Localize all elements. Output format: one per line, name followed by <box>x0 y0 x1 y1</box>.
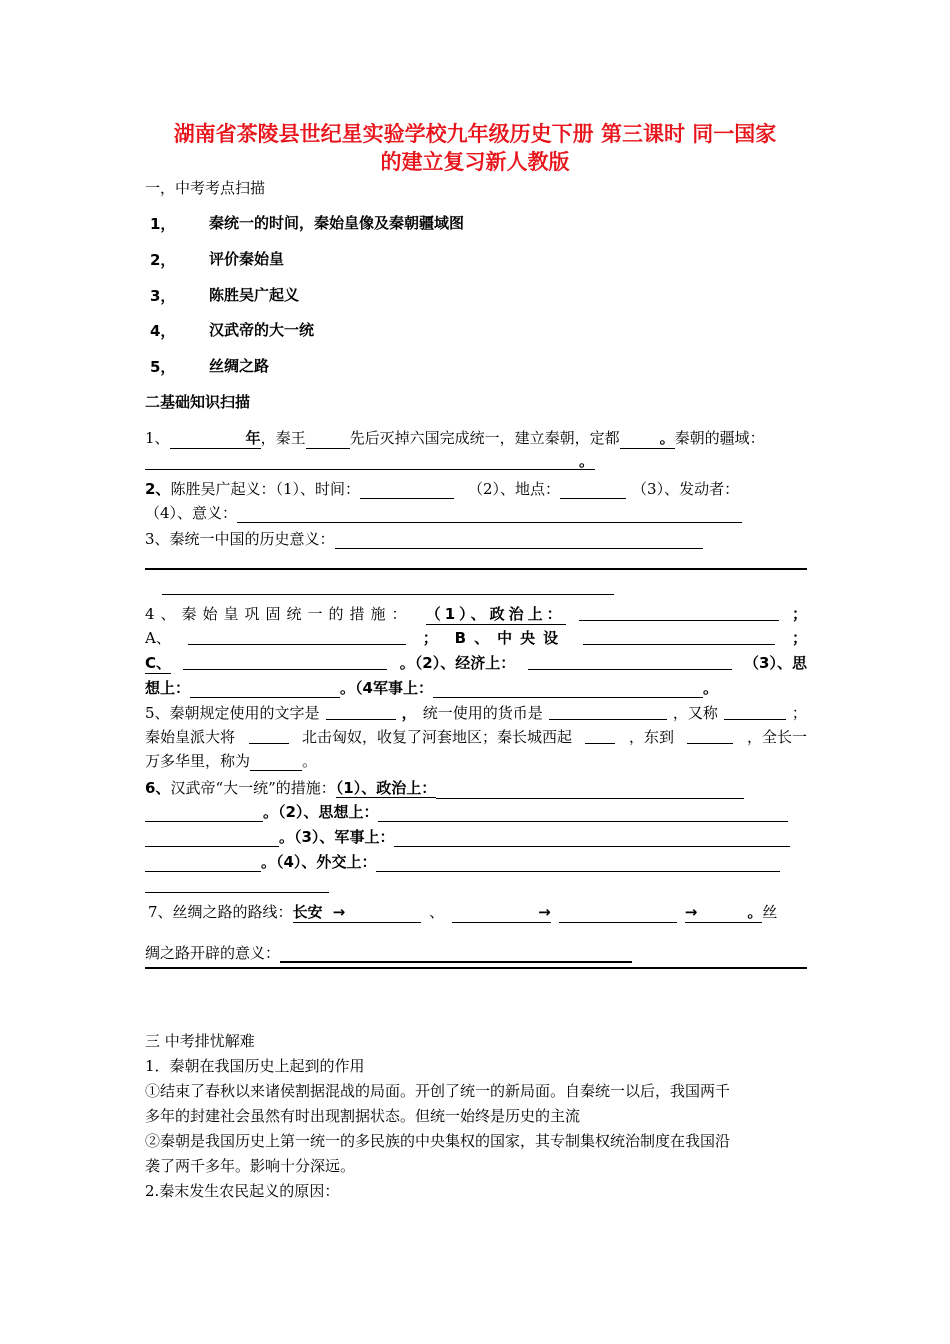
q5-blank-currency[interactable] <box>549 703 667 720</box>
q4-blank-c[interactable] <box>183 653 387 670</box>
item5-num: 5， <box>150 358 176 376</box>
q3-blank-1[interactable] <box>335 532 703 549</box>
item2-text: 评价秦始皇 <box>209 250 285 268</box>
q6-line4 <box>145 852 807 872</box>
section3-p1: 1．秦朝在我国历史上起到的作用 <box>145 1057 365 1075</box>
item4-num: 4， <box>150 322 176 340</box>
q4-line4 <box>145 678 807 698</box>
q6-blank-military[interactable] <box>394 830 790 847</box>
q7-arrow-1: → <box>323 902 346 923</box>
q7-blank-4[interactable] <box>697 906 747 923</box>
q5-line3 <box>145 751 807 771</box>
q4-line2 <box>145 628 807 648</box>
q4-c-label: C、 <box>145 654 172 672</box>
q4-blank-central[interactable] <box>583 628 775 645</box>
q7-line2 <box>145 943 807 963</box>
q6-diplomacy-label: 。（4）、外交上： <box>261 853 377 871</box>
section3-p3b: 袭了两千多年。影响十分深远。 <box>145 1157 356 1175</box>
q7-comma: 、 <box>429 903 445 921</box>
q3-line1 <box>145 529 807 549</box>
q5-text-length: ，全长一 <box>746 728 807 746</box>
q4-semicolon-1: ； <box>791 605 807 623</box>
q3-blank-3[interactable] <box>162 594 614 595</box>
item4-text: 汉武帝的大一统 <box>209 321 315 339</box>
q6-num: 6、 <box>145 779 171 797</box>
section2-heading: 二基础知识扫描 <box>145 393 251 411</box>
q4-military-label: 。（4军事上： <box>340 679 433 697</box>
title-line-1: 湖南省茶陵县世纪星实验学校九年级历史下册 第三课时 同一国家 <box>173 122 777 146</box>
q2-text-time: 陈胜吴广起义：（1）、时间： <box>170 480 360 498</box>
q6-thought-label: 。（2）、思想上： <box>263 803 379 821</box>
section3-p4: 2.秦末发生农民起义的原因： <box>145 1182 340 1200</box>
q2-text-meaning: （4）、意义： <box>145 504 238 522</box>
q5-blank-name[interactable] <box>250 754 302 771</box>
q2-num: 2、 <box>145 480 171 498</box>
q1-period: 。 <box>659 429 675 447</box>
q5-end-period: 。 <box>302 752 318 770</box>
q6-blank-politics-2[interactable] <box>145 805 263 822</box>
q5-text-script: 5、秦朝规定使用的文字是 <box>145 704 320 722</box>
q4-blank-thought[interactable] <box>190 681 340 698</box>
q6-blank-military-2[interactable] <box>145 855 261 872</box>
q4-blank-military[interactable] <box>433 681 703 698</box>
section3-p2b: 多年的封建社会虽然有时出现割据状态。但统一始终是历史的主流 <box>145 1107 581 1125</box>
q4-text: 4、秦始皇巩固统一的措施： <box>145 605 413 623</box>
q5-line2 <box>145 727 807 747</box>
title-line-2: 的建立复习新人教版 <box>380 150 570 174</box>
q2-blank-time[interactable] <box>360 482 454 499</box>
q1-blank-king[interactable] <box>306 432 350 449</box>
item2-num: 2， <box>150 251 176 269</box>
section3-heading: 三 中考排忧解难 <box>145 1032 255 1050</box>
q1-text-unify: 先后灭掉六国完成统一，建立秦朝，定都 <box>349 429 620 447</box>
q7-period: 。 <box>747 903 763 921</box>
q5-text-east: ，东到 <box>628 728 674 746</box>
q6-blank-thought[interactable] <box>378 805 788 822</box>
q1-line1 <box>145 428 807 449</box>
q5-comma: ， <box>401 704 417 722</box>
q5-text-wall-west: 北击匈奴，收复了河套地区；秦长城西起 <box>301 728 572 746</box>
q6-politics-label: （1）、政治上： <box>335 779 437 797</box>
section1-heading: 一，中考考点扫描 <box>145 179 266 197</box>
q1-num: 1、 <box>145 429 170 447</box>
section3-p2a: ①结束了春秋以来诸侯割据混战的局面。开创了统一的新局面。自秦统一以后，我国两千 <box>145 1082 731 1100</box>
q4-blank-a[interactable] <box>188 628 406 645</box>
q7-blank-3[interactable] <box>559 906 677 923</box>
q3-blank-2[interactable] <box>145 568 807 570</box>
q4-politics-label: （1）、政治上： <box>425 605 566 623</box>
q4-blank-economy[interactable] <box>528 653 732 670</box>
q2-line2 <box>145 503 807 523</box>
q7-arrow-3: → <box>684 903 698 921</box>
section3-p3a: ②秦朝是我国历史上第一统一的多民族的中央集权的国家，其专制集权统治制度在我国沿 <box>145 1132 731 1150</box>
q4-blank-politics[interactable] <box>579 604 779 621</box>
q4-thought-label-a: （3）、思 <box>744 654 807 672</box>
q4-line3 <box>145 653 807 674</box>
item3-text: 陈胜吴广起义 <box>209 286 300 304</box>
q5-blank-aka[interactable] <box>724 703 786 720</box>
q1-blank-territory[interactable] <box>145 469 595 470</box>
q6-line2 <box>145 802 807 822</box>
q6-text: 汉武帝“大一统”的措施： <box>170 779 336 797</box>
q2-blank-meaning[interactable] <box>237 506 742 523</box>
q6-military-label: 。（3）、军事上： <box>279 828 395 846</box>
q4-central-label: B、中央设 <box>454 629 567 647</box>
item3-num: 3， <box>150 287 176 305</box>
item1-text: 秦统一的时间，秦始皇像及秦朝疆域图 <box>209 214 465 232</box>
q6-blank-politics[interactable] <box>436 782 744 799</box>
q5-blank-general[interactable] <box>249 727 289 744</box>
q1-text-king: ，秦王 <box>260 429 306 447</box>
q7-blank-2[interactable] <box>452 906 538 923</box>
q7-text: 7、丝绸之路的路线： <box>148 903 293 921</box>
q5-blank-east[interactable] <box>687 727 733 744</box>
q7-blank-1[interactable] <box>345 906 421 923</box>
q6-blank-diplomacy-2[interactable] <box>145 892 329 893</box>
q2-blank-place[interactable] <box>560 482 626 499</box>
q5-text-aka: ，又称 <box>672 704 718 722</box>
q1-text-territory: 秦朝的疆域： <box>674 429 765 447</box>
q6-line3 <box>145 827 807 847</box>
q7-line1 <box>145 902 807 923</box>
q7-blank-meaning[interactable] <box>280 945 632 963</box>
q5-semicolon: ； <box>791 704 807 722</box>
q1-blank-year[interactable] <box>170 432 246 449</box>
q4-semicolon-2: ； <box>422 629 438 647</box>
q2-text-leader: （3）、发动者： <box>632 480 740 498</box>
q4-a-label: A、 <box>145 629 171 647</box>
q4-economy-label: 。（2）、经济上： <box>399 654 516 672</box>
q4-end-period: 。 <box>702 679 718 697</box>
item5-text: 丝绸之路 <box>209 357 270 375</box>
q1-end-period: 。 <box>579 452 595 470</box>
q5-blank-west[interactable] <box>585 727 615 744</box>
q5-text-general: 秦始皇派大将 <box>145 728 236 746</box>
q4-line1 <box>145 604 807 625</box>
q7-changan: 长安 <box>292 903 323 921</box>
q5-text-name: 万多华里，称为 <box>145 752 251 770</box>
q6-blank-diplomacy[interactable] <box>376 855 780 872</box>
q4-semicolon-3: ； <box>791 629 807 647</box>
q5-line1 <box>145 703 807 723</box>
q7-blank-meaning-2[interactable] <box>145 967 807 969</box>
q6-blank-thought-2[interactable] <box>145 830 279 847</box>
q7-arrow-2: → <box>538 903 551 921</box>
q5-blank-script[interactable] <box>326 703 396 720</box>
q2-line1 <box>145 479 807 499</box>
q1-year-label: 年 <box>245 429 261 447</box>
q4-thought-label-b: 想上： <box>145 679 191 697</box>
q5-text-currency: 统一使用的货币是 <box>422 704 543 722</box>
q7-silk-a: 丝 <box>762 903 778 921</box>
q3-text: 3、秦统一中国的历史意义： <box>145 530 335 548</box>
q1-blank-capital[interactable] <box>620 432 660 449</box>
item1-num: 1， <box>150 215 176 233</box>
q6-line1 <box>145 778 807 799</box>
q2-text-place: （2）、地点： <box>467 480 561 498</box>
q7-meaning-label: 绸之路开辟的意义： <box>145 944 281 962</box>
